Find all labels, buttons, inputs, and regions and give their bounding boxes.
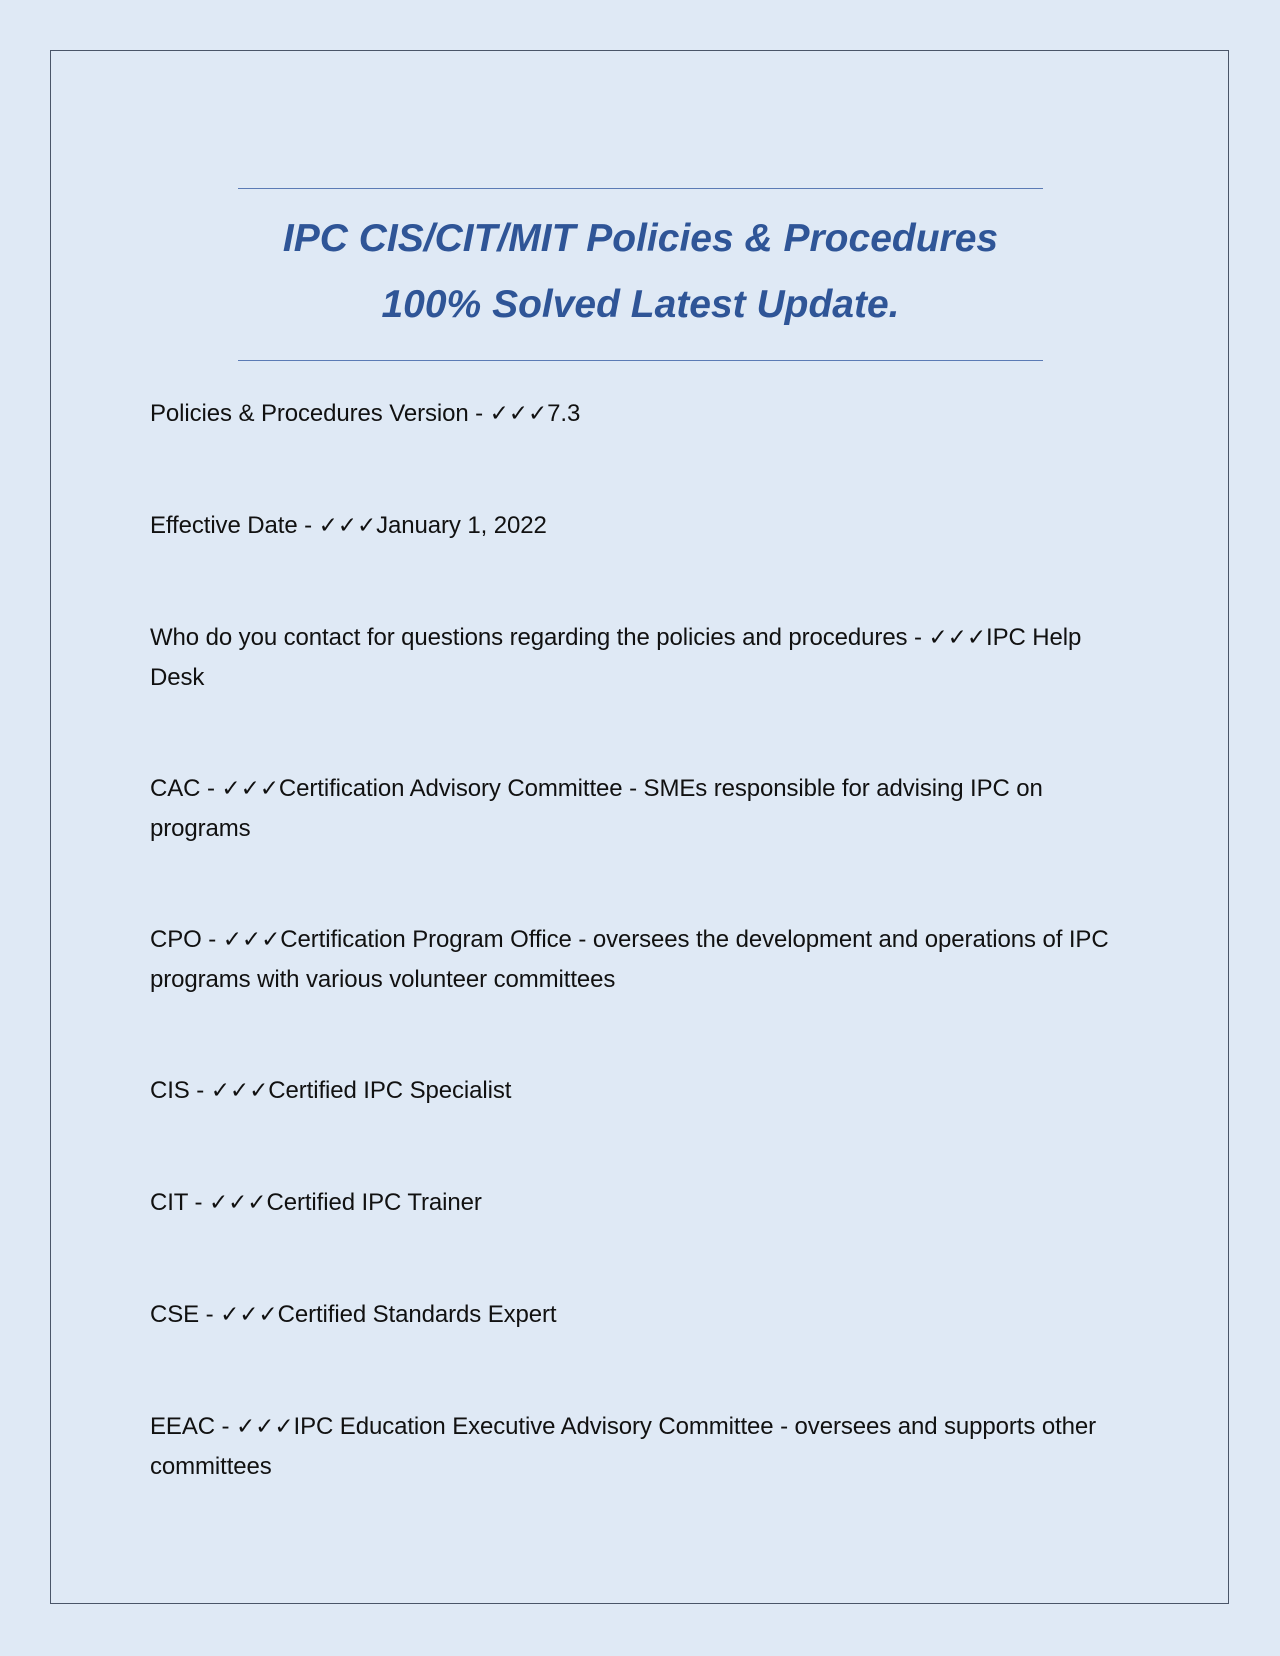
- title-rule-top: [238, 188, 1043, 189]
- flashcard-entry: [150, 1295, 1130, 1335]
- entry-term: Effective Date: [150, 512, 298, 539]
- entry-answer: Certified Standards Expert: [277, 1301, 557, 1328]
- entry-term: Policies & Procedures Version: [150, 400, 469, 427]
- entry-separator: -: [189, 1077, 211, 1104]
- flashcard-entry: [150, 1183, 1130, 1223]
- entry-separator: -: [214, 1413, 236, 1440]
- entry-term: EEAC: [150, 1413, 215, 1440]
- entry-term: CAC: [150, 775, 201, 802]
- document-title: [238, 206, 1043, 338]
- title-line-1: IPC CIS/CIT/MIT Policies & Procedures: [282, 217, 999, 260]
- entry-separator: -: [201, 926, 223, 953]
- check-marks-icon: ✓✓✓: [220, 1302, 278, 1328]
- entry-term: Who do you contact for questions regarding the policies and procedures: [150, 624, 908, 651]
- title-line-2: 100% Solved Latest Update.: [381, 283, 900, 326]
- entry-separator: -: [907, 624, 929, 651]
- check-marks-icon: ✓✓✓: [236, 1414, 294, 1440]
- entry-separator: -: [468, 400, 490, 427]
- flashcard-entry: [150, 1071, 1130, 1111]
- entry-answer: Certification Advisory Committee - SMEs responsible for advising IPC on programs: [150, 775, 1043, 842]
- entry-answer: Certified IPC Specialist: [268, 1077, 512, 1104]
- entry-answer: 7.3: [547, 400, 581, 427]
- check-marks-icon: ✓✓✓: [318, 513, 377, 539]
- check-marks-icon: ✓✓✓: [210, 1078, 269, 1104]
- entry-separator: -: [200, 775, 222, 802]
- entry-separator: -: [297, 512, 319, 539]
- entry-separator: -: [199, 1301, 221, 1328]
- flashcard-entry: [150, 394, 1130, 434]
- flashcard-entry: [150, 920, 1130, 999]
- entry-term: CSE: [150, 1301, 200, 1328]
- title-rule-bottom: [238, 360, 1043, 361]
- check-marks-icon: ✓✓✓: [928, 625, 987, 651]
- flashcard-entry: [150, 769, 1130, 848]
- entry-answer: Certification Program Office - oversees the development and operations of IPC programs with various volunteer committees: [150, 926, 1109, 993]
- entry-answer: January 1, 2022: [376, 512, 547, 539]
- entry-term: CPO: [150, 926, 202, 953]
- check-marks-icon: ✓✓✓: [208, 1190, 267, 1216]
- entry-separator: -: [187, 1189, 209, 1216]
- entry-answer: IPC Help Desk: [150, 624, 1082, 691]
- flashcard-entry: [150, 506, 1130, 546]
- flashcard-entry: [150, 618, 1130, 697]
- entry-answer: IPC Education Executive Advisory Committee - oversees and supports other committees: [150, 1413, 1097, 1480]
- check-marks-icon: ✓✓✓: [221, 776, 279, 802]
- check-marks-icon: ✓✓✓: [222, 927, 281, 953]
- entry-term: CIS: [150, 1077, 190, 1104]
- check-marks-icon: ✓✓✓: [489, 401, 548, 427]
- flashcard-entry: [150, 1407, 1130, 1486]
- flashcard-list: [150, 394, 1130, 1558]
- entry-answer: Certified IPC Trainer: [266, 1189, 482, 1216]
- entry-term: CIT: [150, 1189, 188, 1216]
